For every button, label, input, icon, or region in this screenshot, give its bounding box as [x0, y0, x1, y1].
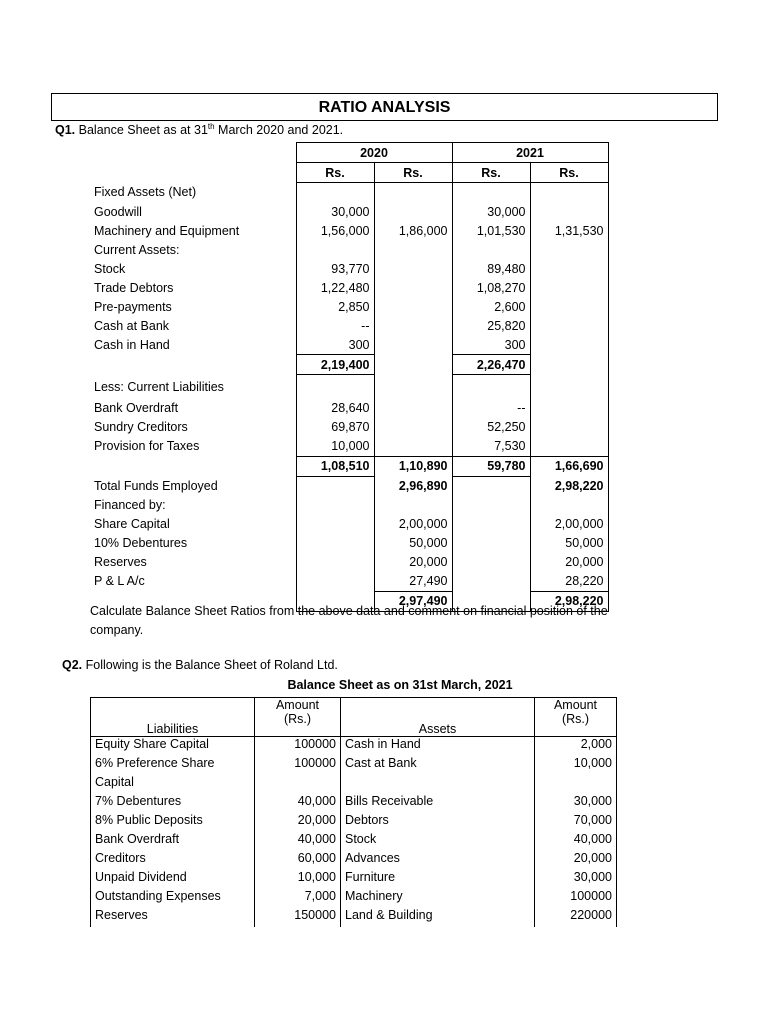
q2-header-amount-line: Amount [553, 698, 598, 712]
q1-table-row [90, 437, 608, 457]
q1-cell-value [374, 278, 452, 297]
q1-row-label: Provision for Taxes [94, 439, 200, 454]
q2-cell-liability: Bank Overdraft [91, 832, 255, 851]
q1-cell-value [374, 240, 452, 259]
q1-cell-value: 2,97,490 [374, 591, 452, 611]
q1-cell-value: 30,000 [296, 202, 374, 221]
q1-cell-value: 1,01,530 [452, 221, 530, 240]
q1-cell-value: 30,000 [452, 202, 530, 221]
q2-table-row [91, 794, 617, 813]
q2-cell-liability: 8% Public Deposits [91, 813, 255, 832]
q1-currency-header: Rs. [452, 163, 530, 183]
q1-cell-value [452, 240, 530, 259]
q1-table-row [90, 496, 608, 515]
q2-cell-liability: Capital [91, 775, 255, 794]
q2-table-row [91, 908, 617, 927]
q1-row-label: Reserves [94, 555, 147, 569]
q1-number: Q1. [55, 123, 76, 137]
q2-cell-a-amt: 20,000 [535, 851, 617, 870]
q2-cell-asset: Land & Building [341, 908, 535, 927]
q2-cell-a-amt [535, 775, 617, 794]
q1-currency-header-row [90, 163, 608, 183]
q1-cell-value [374, 375, 452, 399]
q2-table-row [91, 832, 617, 851]
q2-header-liabilities: Liabilities [91, 698, 255, 737]
q1-row-label [90, 456, 296, 476]
q1-cell-value [530, 355, 608, 375]
q2-cell-l-amt: 100000 [255, 756, 341, 775]
q1-cell-value: 59,780 [452, 456, 530, 476]
q1-cell-value: 7,530 [452, 437, 530, 457]
q1-row-label: Machinery and Equipment [94, 223, 240, 238]
q1-cell-value [452, 476, 530, 496]
document-title: RATIO ANALYSIS [51, 93, 718, 121]
q2-cell-l-amt: 100000 [255, 737, 341, 757]
q1-cell-value [374, 183, 452, 203]
q1-text-sup: th [207, 121, 215, 131]
q1-table-body [90, 183, 608, 612]
q1-cell-value [296, 183, 374, 203]
q2-cell-a-amt: 2,000 [535, 737, 617, 757]
q2-heading [62, 658, 338, 672]
q1-table-row [90, 240, 608, 259]
q2-table-row [91, 813, 617, 832]
q1-cell-value [296, 534, 374, 553]
q1-row-label: Current Assets: [94, 242, 180, 257]
q1-cell-value [374, 399, 452, 418]
q1-row-label: Pre-payments [94, 299, 172, 314]
q1-cell-value: 2,96,890 [374, 476, 452, 496]
q1-table-row [90, 202, 608, 221]
q2-cell-a-amt: 100000 [535, 889, 617, 908]
q2-cell-asset: Machinery [341, 889, 535, 908]
q1-cell-value: 1,10,890 [374, 456, 452, 476]
q1-cell-value [452, 572, 530, 592]
q1-cell-value [530, 316, 608, 335]
q1-cell-value [296, 476, 374, 496]
q2-header-amount [255, 698, 341, 737]
q1-table-row [90, 335, 608, 355]
q1-cell-value [530, 183, 608, 203]
q2-table-row [91, 775, 617, 794]
q1-cell-value [374, 316, 452, 335]
q1-cell-value: 2,600 [452, 297, 530, 316]
q1-cell-value: 2,00,000 [530, 515, 608, 534]
q1-table-row [90, 355, 608, 375]
q2-header-amount-line: (Rs.) [283, 712, 312, 726]
q1-cell-value: -- [452, 399, 530, 418]
q1-cell-value: 28,640 [296, 399, 374, 418]
q1-table-row [90, 375, 608, 399]
q1-row-label: Share Capital [94, 517, 170, 531]
q1-table-row [90, 297, 608, 316]
q1-cell-value: 52,250 [452, 418, 530, 437]
q1-cell-value: -- [296, 316, 374, 335]
q2-cell-l-amt [255, 775, 341, 794]
q1-cell-value: 2,19,400 [296, 355, 374, 375]
q1-row-label: Fixed Assets (Net) [94, 185, 197, 200]
q1-currency-header: Rs. [530, 163, 608, 183]
q1-row-label: Cash at Bank [94, 318, 170, 333]
q1-cell-value: 50,000 [530, 534, 608, 553]
q1-table-row [90, 534, 608, 553]
q1-cell-value: 300 [452, 335, 530, 355]
q1-cell-value: 2,00,000 [374, 515, 452, 534]
q2-cell-l-amt: 40,000 [255, 794, 341, 813]
q2-cell-l-amt: 10,000 [255, 870, 341, 889]
q1-cell-value [296, 496, 374, 515]
q2-cell-a-amt: 70,000 [535, 813, 617, 832]
q2-header-row [91, 698, 617, 737]
q1-cell-value [374, 202, 452, 221]
q1-cell-value: 2,850 [296, 297, 374, 316]
q1-currency-header: Rs. [374, 163, 452, 183]
q2-cell-a-amt: 220000 [535, 908, 617, 927]
q1-cell-value [530, 240, 608, 259]
q2-cell-a-amt: 30,000 [535, 870, 617, 889]
q1-cell-value [530, 335, 608, 355]
q2-table-row [91, 889, 617, 908]
q2-cell-l-amt: 150000 [255, 908, 341, 927]
q1-cell-value: 1,86,000 [374, 221, 452, 240]
q1-text-before: Balance Sheet as at 31 [78, 123, 208, 137]
q2-cell-liability: Creditors [91, 851, 255, 870]
q1-cell-value [452, 375, 530, 399]
q1-cell-value: 25,820 [452, 316, 530, 335]
q2-cell-l-amt: 7,000 [255, 889, 341, 908]
q2-number: Q2. [62, 658, 83, 672]
q1-cell-value: 1,31,530 [530, 221, 608, 240]
q1-cell-value [530, 437, 608, 457]
q2-cell-l-amt: 20,000 [255, 813, 341, 832]
q2-cell-asset: Furniture [341, 870, 535, 889]
q1-table-row [90, 183, 608, 203]
q1-heading [55, 123, 343, 137]
q1-table-row [90, 515, 608, 534]
q1-instruction-line: Calculate Balance Sheet Ratios from the above data and comment on financial position of the [90, 604, 608, 618]
q1-currency-header: Rs. [296, 163, 374, 183]
q2-cell-asset: Advances [341, 851, 535, 870]
q1-cell-value [374, 496, 452, 515]
q1-cell-value [452, 515, 530, 534]
q1-cell-value: 20,000 [374, 553, 452, 572]
q1-row-label: 10% Debentures [94, 536, 188, 550]
q1-cell-value: 20,000 [530, 553, 608, 572]
q1-cell-value [374, 259, 452, 278]
q1-table-row [90, 316, 608, 335]
q1-cell-value: 69,870 [296, 418, 374, 437]
q1-table-row [90, 221, 608, 240]
q1-row-label: P & L A/c [94, 574, 145, 589]
q1-table-row [90, 553, 608, 572]
q1-cell-value: 2,98,220 [530, 591, 608, 611]
q2-cell-asset: Bills Receivable [341, 794, 535, 813]
q1-table-row [90, 259, 608, 278]
q2-header-amount [535, 698, 617, 737]
q1-cell-value: 27,490 [374, 572, 452, 592]
q1-cell-value [296, 375, 374, 399]
q2-table-row [91, 851, 617, 870]
q2-cell-liability: Unpaid Dividend [91, 870, 255, 889]
q2-cell-asset: Debtors [341, 813, 535, 832]
q1-cell-value [374, 418, 452, 437]
q1-instruction [90, 602, 690, 640]
q1-row-label: Bank Overdraft [94, 401, 179, 415]
q2-header-amount-line: (Rs.) [561, 712, 590, 726]
q1-row-label: Stock [94, 261, 126, 276]
q1-row-label: Trade Debtors [94, 280, 174, 295]
q1-cell-value: 1,08,270 [452, 278, 530, 297]
q2-cell-a-amt: 10,000 [535, 756, 617, 775]
q2-cell-liability: 7% Debentures [91, 794, 255, 813]
q1-cell-value: 93,770 [296, 259, 374, 278]
q2-cell-a-amt: 40,000 [535, 832, 617, 851]
q2-cell-l-amt: 60,000 [255, 851, 341, 870]
q1-row-label: Total Funds Employed [94, 478, 218, 493]
q2-cell-asset: Stock [341, 832, 535, 851]
q1-cell-value [296, 553, 374, 572]
q1-cell-value: 1,66,690 [530, 456, 608, 476]
q1-cell-value: 28,220 [530, 572, 608, 592]
q1-row-label [90, 355, 296, 375]
q1-text-after: March 2020 and 2021. [214, 123, 344, 137]
q1-row-label: Goodwill [94, 204, 142, 219]
q1-cell-value [374, 297, 452, 316]
q1-cell-value [530, 496, 608, 515]
q1-cell-value [530, 399, 608, 418]
q2-balance-sheet-table [90, 697, 617, 927]
q1-cell-value [530, 418, 608, 437]
q1-cell-value: 300 [296, 335, 374, 355]
q1-cell-value [452, 183, 530, 203]
q1-year-2021: 2021 [452, 143, 608, 163]
q1-cell-value [530, 259, 608, 278]
q1-cell-value [296, 240, 374, 259]
q2-table-row [91, 870, 617, 889]
q1-cell-value: 1,08,510 [296, 456, 374, 476]
q1-cell-value: 1,22,480 [296, 278, 374, 297]
q1-cell-value [530, 278, 608, 297]
q1-cell-value [530, 375, 608, 399]
q2-cell-a-amt: 30,000 [535, 794, 617, 813]
q2-table-row [91, 737, 617, 757]
q1-cell-value [530, 202, 608, 221]
q1-table-row [90, 418, 608, 437]
q1-cell-value: 89,480 [452, 259, 530, 278]
q1-cell-value [530, 297, 608, 316]
q2-cell-liability: Equity Share Capital [91, 737, 255, 757]
q2-table-title: Balance Sheet as on 31st March, 2021 [287, 678, 513, 692]
q1-year-header-row [90, 143, 608, 163]
q2-cell-liability: 6% Preference Share [91, 756, 255, 775]
q1-cell-value [374, 437, 452, 457]
q1-cell-value [452, 496, 530, 515]
q1-cell-value: 2,98,220 [530, 476, 608, 496]
q1-cell-value [374, 335, 452, 355]
q1-row-label: Sundry Creditors [94, 420, 188, 434]
q2-text: Following is the Balance Sheet of Roland Ltd. [85, 658, 338, 672]
q1-table-row [90, 572, 608, 592]
q1-cell-value: 10,000 [296, 437, 374, 457]
q1-table-row [90, 278, 608, 297]
q2-cell-liability: Outstanding Expenses [91, 889, 255, 908]
q1-cell-value: 2,26,470 [452, 355, 530, 375]
q2-header-amount-line: Amount [275, 698, 320, 712]
q2-cell-liability: Reserves [91, 908, 255, 927]
q2-cell-asset: Cast at Bank [341, 756, 535, 775]
q1-cell-value: 1,56,000 [296, 221, 374, 240]
q1-row-label: Financed by: [94, 498, 166, 512]
q1-cell-value [296, 572, 374, 592]
q1-cell-value [452, 534, 530, 553]
q2-cell-asset: Cash in Hand [341, 737, 535, 757]
q1-table-row [90, 476, 608, 496]
q1-instruction-line: company. [90, 623, 144, 637]
q1-table-row [90, 399, 608, 418]
q1-row-label: Cash in Hand [94, 337, 170, 352]
q2-cell-l-amt: 40,000 [255, 832, 341, 851]
q1-table-row [90, 456, 608, 476]
q1-balance-sheet-table [90, 142, 609, 612]
q2-table-body [91, 737, 617, 928]
q1-row-label: Less: Current Liabilities [94, 379, 224, 394]
q2-header-assets: Assets [341, 698, 535, 737]
q1-cell-value [452, 553, 530, 572]
q2-table-row [91, 756, 617, 775]
q2-cell-asset [341, 775, 535, 794]
q1-cell-value: 50,000 [374, 534, 452, 553]
q1-cell-value [296, 515, 374, 534]
q1-year-2020: 2020 [296, 143, 452, 163]
q1-cell-value [374, 355, 452, 375]
